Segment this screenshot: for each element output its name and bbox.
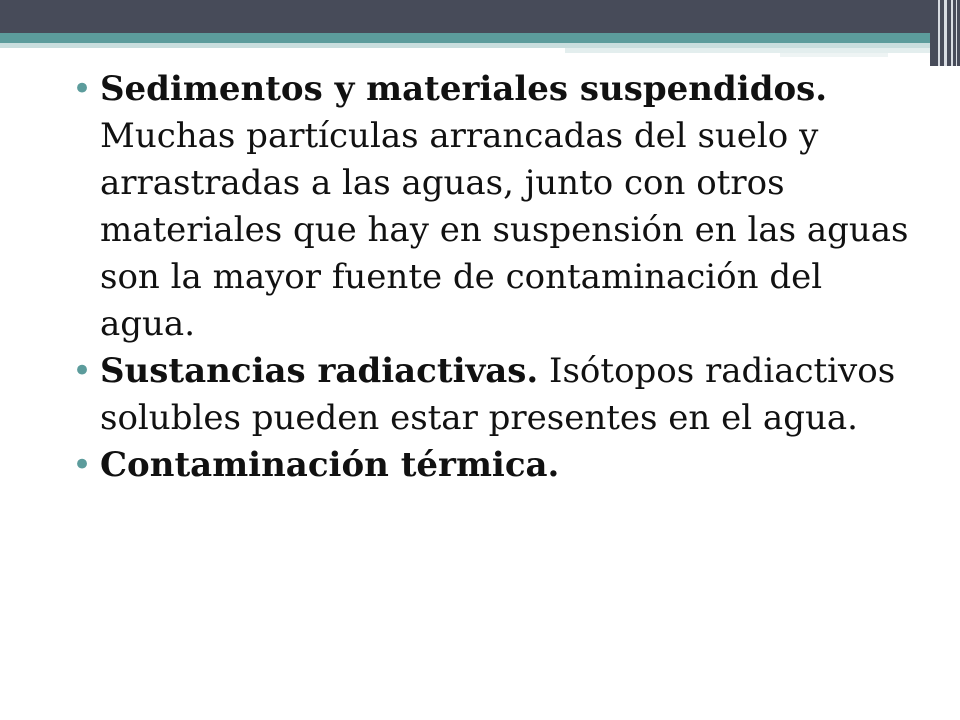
bullet-term: Sustancias radiactivas. [100,351,539,391]
corner-stripes [930,0,960,66]
header-bar [0,0,960,33]
bullet-term: Contaminación térmica. [100,445,560,485]
bullet-item [72,348,912,442]
bullet-marker: • [72,69,93,109]
bullet-text: Isótopos radiactivos solubles pueden estar presentes en el agua. [100,351,896,438]
bullet-term: Sedimentos y materiales suspendidos. [100,69,828,109]
bullet-item [72,66,912,348]
bullet-item [72,442,912,489]
bullet-marker: • [72,351,93,391]
bullet-text: Muchas partículas arrancadas del suelo y arrastradas a las aguas, junto con otros materiales que hay en suspensión en las aguas son la mayor fuente de contaminación del agua. [100,116,909,344]
bullet-marker: • [72,445,93,485]
accent-band-lightest [780,53,888,57]
accent-band [0,33,930,43]
bullet-list [72,66,912,489]
